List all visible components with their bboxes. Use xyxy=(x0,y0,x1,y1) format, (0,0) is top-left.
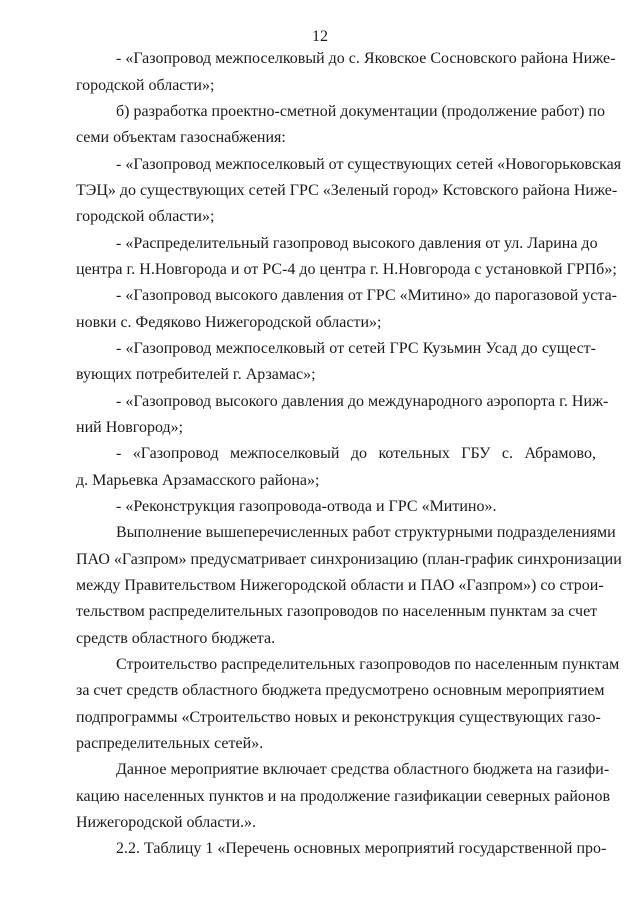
text-line: ПАО «Газпром» предусматривает синхронизацию (план-график синхронизации xyxy=(76,551,622,568)
text-line: городской области»; xyxy=(76,77,215,94)
text-line: 2.2. Таблицу 1 «Перечень основных мероприятий государственной про- xyxy=(116,840,607,857)
text-line: Нижегородской области.». xyxy=(76,814,257,831)
text-line: Данное мероприятие включает средства областного бюджета на газифи- xyxy=(116,761,610,778)
text-line: подпрограммы «Строительство новых и реконструкция существующих газо- xyxy=(76,709,601,726)
text-line: д. Марьевка Арзамасского района»; xyxy=(76,472,320,489)
text-line: Выполнение вышеперечисленных работ структурными подразделениями xyxy=(116,524,616,541)
text-line: семи объектам газоснабжения: xyxy=(76,129,286,146)
text-line: средств областного бюджета. xyxy=(76,630,276,647)
page-number: 12 xyxy=(312,28,328,45)
text-line: - «Реконструкция газопровода-отвода и ГРС «Митино». xyxy=(116,498,497,515)
text-line: б) разработка проектно-сметной документации (продолжение работ) по xyxy=(116,103,605,120)
text-line: - «Газопровод высокого давления до международного аэропорта г. Ниж- xyxy=(116,393,609,410)
text-line: - «Газопровод высокого давления от ГРС «Митино» до парогазовой уста- xyxy=(116,287,618,304)
text-line: за счет средств областного бюджета предусмотрено основным мероприятием xyxy=(76,682,605,699)
text-line: - «Распределительный газопровод высокого давления от ул. Ларина до xyxy=(116,235,598,252)
text-line: - «Газопровод межпоселковый до с. Яковское Сосновского района Ниже- xyxy=(116,50,616,67)
text-line: городской области»; xyxy=(76,208,215,225)
text-line: - «Газопровод межпоселковый до котельных ГБУ с. Абрамово, xyxy=(116,445,596,462)
text-line: центра г. Н.Новгорода и от РС-4 до центра г. Н.Новгорода с установкой ГРПб»; xyxy=(76,261,617,278)
text-line: тельством распределительных газопроводов по населенным пунктам за счет xyxy=(76,603,598,620)
text-line: Строительство распределительных газопроводов по населенным пунктам xyxy=(116,656,620,673)
text-line: распределительных сетей». xyxy=(76,735,264,752)
text-line: - «Газопровод межпоселковый от существующих сетей «Новогорьковская xyxy=(116,156,622,173)
text-line: кацию населенных пунктов и на продолжение газификации северных районов xyxy=(76,788,611,805)
text-line: новки с. Федяково Нижегородской области»; xyxy=(76,314,382,331)
text-line: ний Новгород»; xyxy=(76,419,184,436)
text-line: между Правительством Нижегородской области и ПАО «Газпром») со строи- xyxy=(76,577,604,594)
text-line: - «Газопровод межпоселковый от сетей ГРС Кузьмин Усад до сущест- xyxy=(116,340,596,357)
text-line: вующих потребителей г. Арзамас»; xyxy=(76,366,316,383)
text-line: ТЭЦ» до существующих сетей ГРС «Зеленый город» Кстовского района Ниже- xyxy=(76,182,618,199)
